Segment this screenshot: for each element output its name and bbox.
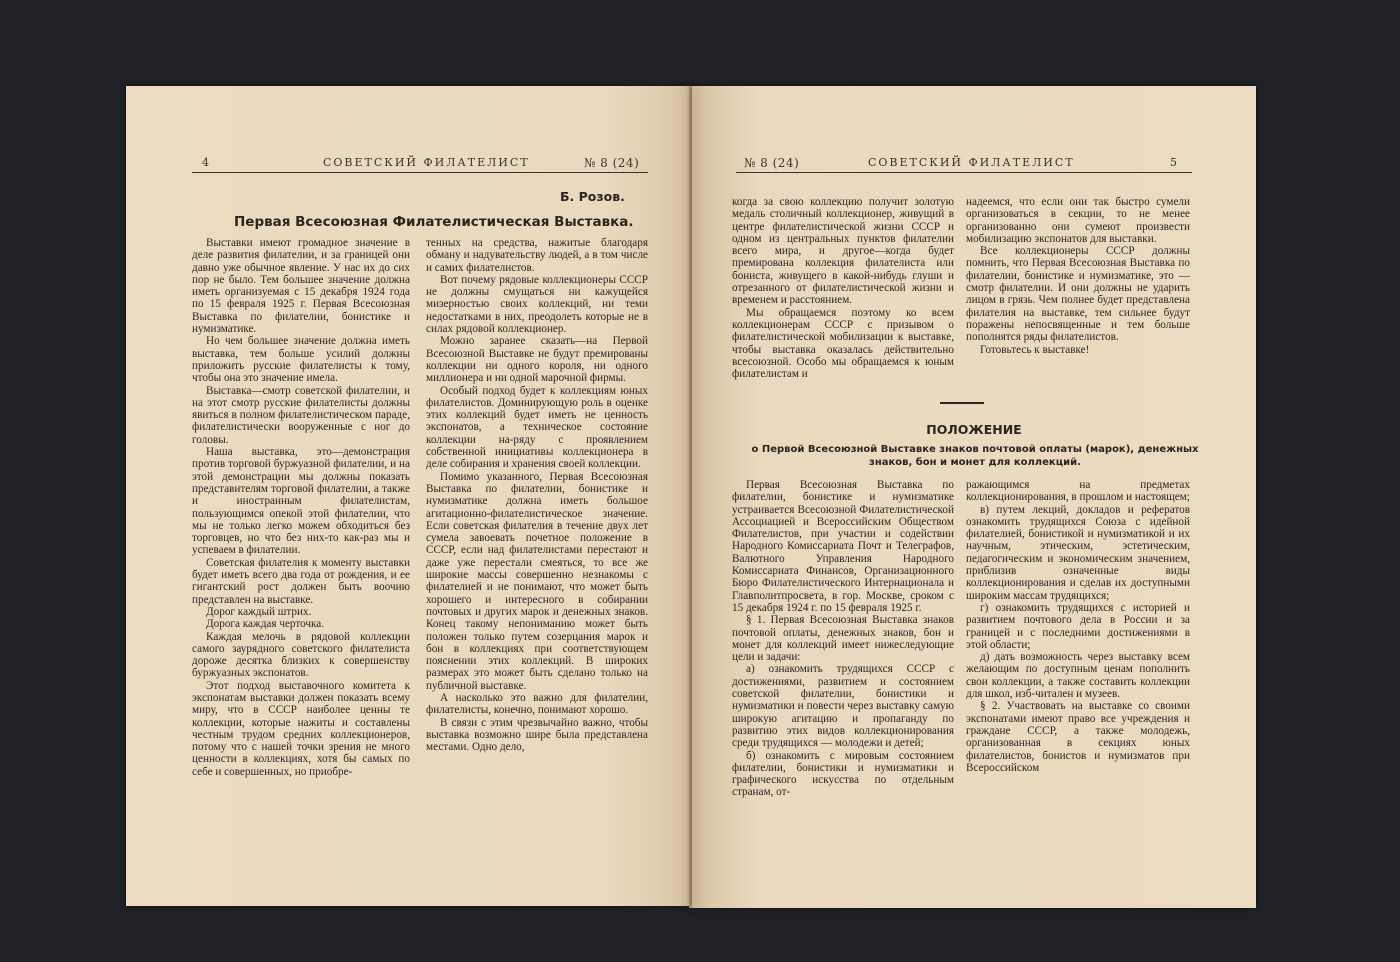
paragraph: Помимо указанного, Первая Всесоюзная Выставка по филателии, бонистике и нумизматике должна иметь большое агитационно-филателистическое значение. Если советская филателия в течение двух лет сумела завоевать почетное положение в СССР, если над филателистами перестают и даже уже перестали смеяться, то все же широкие массы совершенно незнакомы с филателией и не понимают, что может быть хорошего и интересного в собирании почтовых и других марок и денежных знаков. Конец такому непониманию может быть положен только путем созерцания марок и бон в коллекциях при соответствующем пояснении этих коллекций. В широких размерах это может быть сделано только на публичной выставке.	[426, 470, 648, 692]
right-column-3	[732, 479, 954, 799]
right-column-4	[966, 479, 1190, 774]
left-running-title: СОВЕТСКИЙ ФИЛАТЕЛИСТ	[323, 156, 530, 169]
paragraph: ражающимся на предметах коллекционирования, в прошлом и настоящем;	[966, 479, 1190, 504]
right-issue-number: № 8 (24)	[744, 156, 800, 170]
paragraph: Все коллекционеры СССР должны помнить, что Первая Всесоюзная Выставка по филателии, бонистике и нумизматике, это — смотр филателии. И они должны не ударить лицом в грязь. Чем полнее будет представлена филателия на выставке, тем сильнее будут поражены непосвященные и тем больше пополнятся ряды филателистов.	[966, 245, 1190, 344]
section-title: ПОЛОЖЕНИЕ	[926, 422, 1022, 437]
paragraph: тенных на средства, нажитые благодаря обману и надувательству людей, а в том числе и самих филателистов.	[426, 237, 648, 274]
paragraph: В связи с этим чрезвычайно важно, чтобы выставка возможно шире была представлена местами. Одно дело,	[426, 716, 648, 754]
paragraph: в) путем лекций, докладов и рефератов ознакомить трудящихся Союза с идейной филателией, бонистикой и нумизматикой и их научным, этическим, эстетическим, педагогическим и экономическим значением, приблизив означенные виды коллекционирования и сделав их доступными широким массам трудящихся;	[966, 503, 1190, 602]
paragraph: Вот почему рядовые коллекционеры СССР не должны смущаться ни кажущейся мизерностью своих коллекций, ни теми недостатками в них, преодолеть которые не в силах рядовой коллекционер.	[426, 273, 648, 336]
paragraph: Можно заранее сказать—на Первой Всесоюзной Выставке не будут премированы коллекции ни одного короля, ни одного миллионера и ни одной марочной фирмы.	[426, 335, 648, 385]
paragraph: а) ознакомить трудящихся СССР с достижениями, развитием и состоянием советской филателии, бонистики и нумизматики и повести через выставку самую широкую агитацию и пропаганду по развитию этих видов коллекционирования среди трудящихся — молодежи и детей;	[732, 663, 954, 750]
paragraph: Дорог каждый штрих.	[206, 605, 312, 618]
paragraph: Дорога каждая черточка.	[206, 618, 325, 631]
paragraph: когда за свою коллекцию получит золотую медаль столичный коллекционер, живущий в центре филателистической жизни СССР и одном из центральных пунктов филателии всего мира, и другое—когда будет премирована коллекция филателиста или бониста, живущего в какой-нибудь глуши и отрезанного от филателистической жизни и временем и расстоянием.	[732, 196, 954, 307]
right-header-rule	[736, 172, 1192, 173]
left-page	[126, 86, 692, 906]
paragraph: § 1. Первая Всесоюзная Выставка знаков почтовой оплаты, денежных знаков, бон и монет для коллекций имеет нижеследующие цели и задачи:	[732, 614, 954, 664]
paragraph: Готовьтесь к выставке!	[980, 343, 1090, 356]
article-author: Б. Розов.	[560, 189, 625, 204]
right-running-title: СОВЕТСКИЙ ФИЛАТЕЛИСТ	[868, 156, 1075, 169]
right-column-1	[732, 196, 954, 380]
paragraph: Но чем большее значение должна иметь выставка, тем больше усилий должны приложить русские филателисты к тому, чтобы она это значение имела.	[192, 335, 410, 385]
right-page-number: 5	[1170, 156, 1179, 169]
section-divider	[940, 402, 984, 404]
article-title: Первая Всесоюзная Филателистическая Выставка.	[234, 214, 634, 230]
paragraph: г) ознакомить трудящихся с историей и развитием почтового дела в России и за границей и с последними достижениями в этой области;	[966, 601, 1190, 651]
left-column-2	[426, 237, 648, 753]
paragraph: надеемся, что если они так быстро сумели организоваться в секции, то не менее организованно они сумеют произвести мобилизацию экспонатов для выставки.	[966, 196, 1190, 245]
left-issue-number: № 8 (24)	[584, 156, 640, 170]
paragraph: Этот подход выставочного комитета к экспонатам выставки должен показать всему миру, что в СССР наиболее ценны те коллекции, которые нажиты и составлены честным трудом средних коллекционеров, потому что с нашей точки зрения не много ценности в коллекциях, хотя бы самых по себе и совершенных, но приобре-	[192, 679, 410, 778]
paragraph: Каждая мелочь в рядовой коллекции самого заурядного советского филателиста дороже десятка близких к совершенству буржуазных экспонатов.	[192, 630, 410, 680]
paragraph: А насколько это важно для филателии, филателисты, конечно, понимают хорошо.	[426, 691, 648, 717]
paragraph: Первая Всесоюзная Выставка по филателии, бонистике и нумизматике устраивается Всесоюзной Филателистической Ассоциацией и Всероссийским Обществом Филателистов, при участии и содействии Народного Комиссариата Почт и Телеграфов, Валютного Управления Народного Комиссариата Финансов, Организационного Бюро Филателистического Интернационала и Главполитпросвета, в гор. Москве, сроком с 15 декабря 1924 г. по 15 февраля 1925 г.	[732, 479, 954, 614]
paragraph: § 2. Участвовать на выставке со своими экспонатами имеют право все учреждения и граждане СССР, а также молодежь, организованная в секциях юных филателистов, бонистов и нумизматов при Всероссийском	[966, 700, 1190, 774]
right-page	[692, 86, 1256, 908]
paragraph: Выставки имеют громадное значение в деле развития филателии, и за границей они давно уже обычное явление. У нас их до сих пор не было. Тем большее значение должна иметь организуемая с 15 декабря 1924 года по 15 февраля 1925 г. Первая Всесоюзная Выставка по филателии, бонистике и нумизматике.	[192, 237, 410, 336]
right-column-2	[966, 196, 1190, 356]
paragraph: Мы обращаемся поэтому ко всем коллекционерам СССР с призывом о филателистической мобилизации к выставке, чтобы выставка оказалась действительно всесоюзной. Особо мы обращаемся к юным филателистам и	[732, 306, 954, 381]
left-page-number: 4	[202, 156, 211, 169]
paragraph: д) дать возможность через выставку всем желающим по доступным ценам пополнить свои коллекции, а также составить коллекции для школ, изб-читален и музеев.	[966, 651, 1190, 701]
paragraph: Советская филателия к моменту выставки будет иметь всего два года от рождения, и ее гигантский рост должен быть воочию представлен на выставке.	[192, 556, 410, 606]
paragraph: б) ознакомить с мировым состоянием филателии, бонистики и нумизматики и графического искусства по отдельным странам, от-	[732, 749, 954, 799]
left-header-rule	[192, 172, 648, 173]
paragraph: Особый подход будет к коллекциям юных филателистов. Доминирующую роль в оценке этих коллекций будет иметь не ценность экспонатов, а техническое состояние коллекции на-ряду с проявлением собственной инициативы коллекционера в деле собирания и хранения своей коллекции.	[426, 384, 648, 471]
paragraph: Наша выставка, это—демонстрация против торговой буржуазной филателии, и на этой демонстрации мы должны показать представителям торговой филателии, а также и иностранным филателистам, пользующимся опекой этой филателии, что мы не только легко можем обходиться без торговцев, но что без них-то как-раз мы и успеваем в филателии.	[192, 446, 410, 557]
section-subtitle: о Первой Всесоюзной Выставке знаков почтовой оплаты (марок), денежных знаков, бон и монет для коллекций.	[751, 444, 1199, 468]
left-column-1	[192, 237, 410, 778]
paragraph: Выставка—смотр советской филателии, и на этот смотр русские филателисты должны явиться в полном филателистическом параде, филателистически вооруженные с ног до головы.	[192, 384, 410, 446]
